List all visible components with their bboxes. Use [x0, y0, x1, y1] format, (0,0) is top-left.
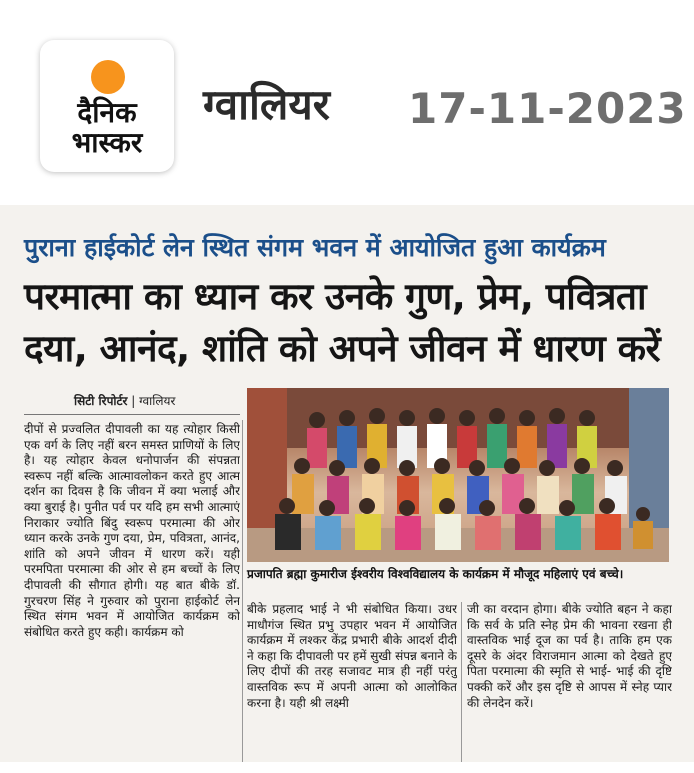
group-photo [247, 388, 669, 562]
group-photo-illustration [247, 388, 669, 562]
article-column-1: दीपों से प्रज्वलित दीपावली का यह त्योहार किसी एक वर्ग के लिए नहीं बरन समस्त प्राणियों के लिए है। यह त्योहार केवल धनोपार्जन की संपन्नता स्वरूप नहीं बल्कि आत्मावलोकन करते हुए आत्म दर्शन का दिवस है कि जीवन में क्या भलाई और क्या बुराई है। पुनीत पर्व पर यदि हम सभी आत्माएं निराकार ज्योति बिंदु स्वरूप परमात्मा की ओर ध्यान करके उनके गुण दया, प्रेम, पवित्रता, आनंद, शांति को अपने जीवन में धारण करें। यही परमपिता परमात्मा की ओर से हम बच्चों के लिए दीपावली की सौगात होगी। यह बात बीके डॉ. गुरचरण सिंह ने गुरुवार को पुराना हाईकोर्ट लेन स्थित संगम भवन में आयोजित कार्यक्रम को संबोधित करते हुए कही। कार्यक्रम को [24, 422, 240, 639]
column-divider [461, 602, 462, 762]
headline-line2: दया, आनंद, शांति को अपने जीवन में धारण करें [24, 327, 661, 370]
clipping-bottom-edge [0, 762, 694, 773]
sun-icon [91, 60, 125, 94]
edition-date: 17-11-2023 [408, 84, 687, 133]
dainik-bhaskar-logo [40, 40, 174, 172]
article-kicker: पुराना हाईकोर्ट लेन स्थित संगम भवन में आयोजित हुआ कार्यक्रम [24, 233, 606, 262]
headline-line1: परमात्मा का ध्यान कर उनके गुण, प्रेम, पवित्रता [24, 275, 647, 318]
byline-rule [24, 414, 240, 415]
byline: सिटी रिपोर्टर | ग्वालियर [74, 394, 176, 408]
column-divider [242, 420, 243, 762]
article-column-3: जी का वरदान होगा। बीके ज्योति बहन ने कहा कि सर्व के प्रति स्नेह प्रेम की भावना रखना ही वास्तविक भाई दूज का पर्व है। ताकि हम एक दूसरे के अंदर विराजमान आत्मा को देखते हुए पिता परमात्मा की स्मृति से भाई- भाई की दृष्टि पक्की करें और इस दृष्टि से आपस में स्नेह प्यार की लेनदेन करें। [467, 602, 672, 710]
byline-reporter: सिटी रिपोर्टर [74, 394, 128, 408]
article-column-2: बीके प्रहलाद भाई ने भी संबोधित किया। उधर माधौगंज स्थित प्रभु उपहार भवन में आयोजित कार्यक्रम में लश्कर केंद्र प्रभारी बीके आदर्श दीदी ने कहा कि दीपावली पर हमें सुखी संपन्न बनाने के लिए दीपों की तरह सजावट मात्र ही नहीं परंतु वास्तविक रूप में अपनी आत्मा को आलोकित करना है। यही श्री लक्ष्मी [247, 602, 457, 710]
logo-text-line1: दैनिक [77, 96, 137, 129]
edition-city: ग्वालियर [203, 80, 330, 129]
photo-caption: प्रजापति ब्रह्मा कुमारीज ईश्वरीय विश्वविद्यालय के कार्यक्रम में मौजूद महिलाएं एवं बच्चे। [247, 567, 624, 581]
masthead [0, 0, 694, 205]
logo-text-line2: भास्कर [71, 126, 143, 159]
byline-city: ग्वालियर [139, 394, 176, 408]
